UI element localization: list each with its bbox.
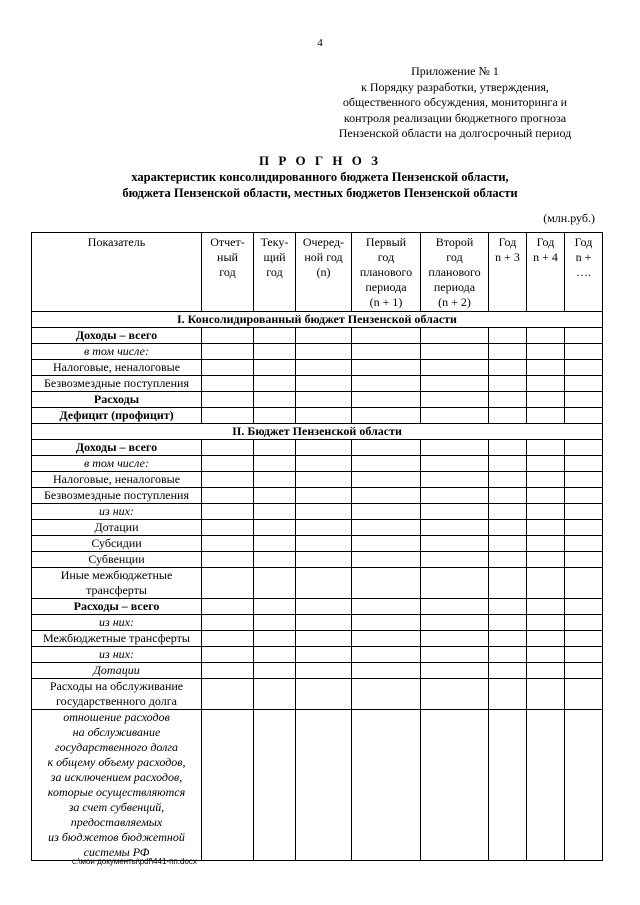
value-cell[interactable] — [421, 710, 489, 861]
table-row — [32, 710, 603, 861]
appendix-line: Пензенской области на долгосрочный период — [338, 126, 572, 140]
row-label: Доходы – всего — [32, 328, 202, 344]
value-cell[interactable] — [421, 615, 489, 631]
value-cell[interactable] — [202, 520, 254, 536]
table-row — [32, 663, 603, 679]
value-cell[interactable] — [254, 408, 296, 424]
row-label: Налоговые, неналоговые — [32, 472, 202, 488]
row-label: из них: — [32, 647, 202, 663]
page-number: 4 — [317, 37, 323, 49]
value-cell[interactable] — [565, 376, 603, 392]
value-cell[interactable] — [527, 679, 565, 710]
value-cell[interactable] — [527, 663, 565, 679]
units-label: (млн.руб.) — [543, 211, 595, 225]
value-cell[interactable] — [421, 408, 489, 424]
section-title: I. Консолидированный бюджет Пензенской области — [32, 312, 603, 328]
value-cell[interactable] — [527, 360, 565, 376]
value-cell[interactable] — [527, 344, 565, 360]
value-cell[interactable] — [565, 520, 603, 536]
value-cell[interactable] — [296, 520, 352, 536]
value-cell[interactable] — [565, 552, 603, 568]
value-cell[interactable] — [254, 599, 296, 615]
value-cell[interactable] — [352, 536, 421, 552]
table-row — [32, 615, 603, 631]
value-cell[interactable] — [202, 631, 254, 647]
value-cell[interactable] — [489, 328, 527, 344]
value-cell[interactable] — [421, 360, 489, 376]
value-cell[interactable] — [527, 440, 565, 456]
value-cell[interactable] — [352, 568, 421, 599]
row-label: Межбюджетные трансферты — [32, 631, 202, 647]
value-cell[interactable] — [202, 710, 254, 861]
value-cell[interactable] — [421, 536, 489, 552]
value-cell[interactable] — [352, 408, 421, 424]
value-cell[interactable] — [296, 552, 352, 568]
table-row — [32, 520, 603, 536]
value-cell[interactable] — [296, 663, 352, 679]
row-label: в том числе: — [32, 456, 202, 472]
table-row — [32, 376, 603, 392]
appendix-line: общественного обсуждения, мониторинга и — [342, 95, 568, 109]
value-cell[interactable] — [489, 488, 527, 504]
value-cell[interactable] — [421, 631, 489, 647]
value-cell[interactable] — [421, 488, 489, 504]
value-cell[interactable] — [527, 520, 565, 536]
value-cell[interactable] — [527, 472, 565, 488]
value-cell[interactable] — [421, 663, 489, 679]
value-cell[interactable] — [202, 647, 254, 663]
appendix-line: контроля реализации бюджетного прогноза — [343, 110, 567, 125]
value-cell[interactable] — [352, 647, 421, 663]
value-cell[interactable] — [565, 663, 603, 679]
value-cell[interactable] — [489, 472, 527, 488]
row-label: Безвозмездные поступления — [32, 376, 202, 392]
row-label: из них: — [32, 504, 202, 520]
value-cell[interactable] — [565, 679, 603, 710]
value-cell[interactable] — [254, 536, 296, 552]
table-row — [32, 631, 603, 647]
forecast-table — [31, 232, 603, 861]
value-cell[interactable] — [254, 440, 296, 456]
row-label: Дотации — [32, 663, 202, 679]
value-cell[interactable] — [254, 328, 296, 344]
value-cell[interactable] — [352, 392, 421, 408]
column-header-period: Год n + 3 — [489, 233, 527, 312]
value-cell[interactable] — [565, 472, 603, 488]
value-cell[interactable] — [352, 504, 421, 520]
table-row — [32, 408, 603, 424]
value-cell[interactable] — [489, 344, 527, 360]
value-cell[interactable] — [254, 344, 296, 360]
row-label: отношение расходов на обслуживание государственного долга к общему объему расходов, за исключением расходов, которые осуществляются за счет субвенций, предоставляемых из бюджетов бюджетной системы РФ — [32, 710, 202, 861]
value-cell[interactable] — [565, 631, 603, 647]
value-cell[interactable] — [296, 456, 352, 472]
table-row — [32, 599, 603, 615]
value-cell[interactable] — [527, 647, 565, 663]
value-cell[interactable] — [202, 360, 254, 376]
value-cell[interactable] — [254, 679, 296, 710]
table-row — [32, 679, 603, 710]
value-cell[interactable] — [254, 376, 296, 392]
appendix-line: Приложение № 1 — [411, 64, 499, 78]
value-cell[interactable] — [565, 392, 603, 408]
value-cell[interactable] — [202, 552, 254, 568]
row-label: Безвозмездные поступления — [32, 488, 202, 504]
value-cell[interactable] — [565, 710, 603, 861]
value-cell[interactable] — [489, 392, 527, 408]
value-cell[interactable] — [527, 631, 565, 647]
value-cell[interactable] — [352, 552, 421, 568]
title-line: бюджета Пензенской области, местных бюджетов Пензенской области — [122, 186, 518, 200]
value-cell[interactable] — [565, 328, 603, 344]
appendix-note — [300, 64, 610, 142]
value-cell[interactable] — [254, 710, 296, 861]
value-cell[interactable] — [202, 392, 254, 408]
value-cell[interactable] — [565, 536, 603, 552]
value-cell[interactable] — [296, 615, 352, 631]
table-row — [32, 568, 603, 599]
value-cell[interactable] — [565, 456, 603, 472]
value-cell[interactable] — [421, 472, 489, 488]
value-cell[interactable] — [565, 360, 603, 376]
column-header-indicator: Показатель — [32, 233, 202, 312]
value-cell[interactable] — [489, 552, 527, 568]
value-cell[interactable] — [296, 360, 352, 376]
value-cell[interactable] — [352, 710, 421, 861]
value-cell[interactable] — [296, 631, 352, 647]
value-cell[interactable] — [202, 504, 254, 520]
value-cell[interactable] — [352, 488, 421, 504]
value-cell[interactable] — [527, 504, 565, 520]
value-cell[interactable] — [527, 710, 565, 861]
table-header-row — [32, 233, 603, 312]
row-label: Расходы — [32, 392, 202, 408]
value-cell[interactable] — [296, 392, 352, 408]
value-cell[interactable] — [489, 710, 527, 861]
value-cell[interactable] — [489, 440, 527, 456]
value-cell[interactable] — [254, 360, 296, 376]
value-cell[interactable] — [254, 392, 296, 408]
value-cell[interactable] — [565, 647, 603, 663]
value-cell[interactable] — [202, 344, 254, 360]
value-cell[interactable] — [421, 520, 489, 536]
section-title: II. Бюджет Пензенской области — [32, 424, 603, 440]
value-cell[interactable] — [352, 360, 421, 376]
value-cell[interactable] — [352, 456, 421, 472]
value-cell[interactable] — [489, 536, 527, 552]
table-row — [32, 488, 603, 504]
value-cell[interactable] — [527, 568, 565, 599]
value-cell[interactable] — [421, 568, 489, 599]
value-cell[interactable] — [527, 376, 565, 392]
value-cell[interactable] — [352, 599, 421, 615]
value-cell[interactable] — [565, 488, 603, 504]
value-cell[interactable] — [352, 472, 421, 488]
value-cell[interactable] — [527, 408, 565, 424]
value-cell[interactable] — [421, 552, 489, 568]
value-cell[interactable] — [254, 504, 296, 520]
value-cell[interactable] — [254, 456, 296, 472]
appendix-line: к Порядку разработки, утверждения, — [361, 79, 549, 94]
value-cell[interactable] — [565, 408, 603, 424]
table-row — [32, 456, 603, 472]
value-cell[interactable] — [527, 488, 565, 504]
row-label: Иные межбюджетные трансферты — [32, 568, 202, 599]
value-cell[interactable] — [202, 408, 254, 424]
value-cell[interactable] — [421, 328, 489, 344]
value-cell[interactable] — [527, 599, 565, 615]
column-header-period: Год n + 4 — [527, 233, 565, 312]
row-label: Дотации — [32, 520, 202, 536]
value-cell[interactable] — [421, 599, 489, 615]
value-cell[interactable] — [489, 520, 527, 536]
value-cell[interactable] — [296, 488, 352, 504]
value-cell[interactable] — [296, 408, 352, 424]
value-cell[interactable] — [421, 504, 489, 520]
value-cell[interactable] — [254, 488, 296, 504]
value-cell[interactable] — [254, 647, 296, 663]
value-cell[interactable] — [421, 647, 489, 663]
value-cell[interactable] — [489, 360, 527, 376]
value-cell[interactable] — [296, 536, 352, 552]
row-label: Дефицит (профицит) — [32, 408, 202, 424]
table-row — [32, 360, 603, 376]
value-cell[interactable] — [202, 376, 254, 392]
value-cell[interactable] — [527, 456, 565, 472]
value-cell[interactable] — [202, 568, 254, 599]
table-row — [32, 392, 603, 408]
value-cell[interactable] — [489, 568, 527, 599]
value-cell[interactable] — [254, 472, 296, 488]
value-cell[interactable] — [202, 679, 254, 710]
value-cell[interactable] — [296, 710, 352, 861]
value-cell[interactable] — [254, 663, 296, 679]
value-cell[interactable] — [489, 456, 527, 472]
value-cell[interactable] — [421, 392, 489, 408]
value-cell[interactable] — [489, 663, 527, 679]
value-cell[interactable] — [202, 456, 254, 472]
value-cell[interactable] — [489, 504, 527, 520]
value-cell[interactable] — [565, 599, 603, 615]
value-cell[interactable] — [352, 328, 421, 344]
value-cell[interactable] — [489, 679, 527, 710]
value-cell[interactable] — [296, 568, 352, 599]
value-cell[interactable] — [296, 679, 352, 710]
column-header-period: Теку- щий год — [254, 233, 296, 312]
value-cell[interactable] — [296, 328, 352, 344]
value-cell[interactable] — [565, 344, 603, 360]
value-cell[interactable] — [202, 663, 254, 679]
value-cell[interactable] — [296, 376, 352, 392]
value-cell[interactable] — [421, 344, 489, 360]
value-cell[interactable] — [296, 344, 352, 360]
value-cell[interactable] — [296, 599, 352, 615]
table-row — [32, 328, 603, 344]
column-header-period: Очеред- ной год (n) — [296, 233, 352, 312]
title-word: П Р О Г Н О З — [258, 153, 382, 168]
table-row — [32, 552, 603, 568]
column-header-period: Год n + …. — [565, 233, 603, 312]
column-header-period: Второй год планового периода (n + 2) — [421, 233, 489, 312]
value-cell[interactable] — [352, 663, 421, 679]
value-cell[interactable] — [352, 376, 421, 392]
value-cell[interactable] — [489, 631, 527, 647]
value-cell[interactable] — [352, 440, 421, 456]
section-row — [32, 424, 603, 440]
row-label: Субвенции — [32, 552, 202, 568]
table-row — [32, 504, 603, 520]
value-cell[interactable] — [352, 679, 421, 710]
row-label: из них: — [32, 615, 202, 631]
value-cell[interactable] — [489, 647, 527, 663]
row-label: Налоговые, неналоговые — [32, 360, 202, 376]
value-cell[interactable] — [489, 376, 527, 392]
value-cell[interactable] — [489, 408, 527, 424]
value-cell[interactable] — [421, 456, 489, 472]
value-cell[interactable] — [202, 615, 254, 631]
value-cell[interactable] — [202, 328, 254, 344]
value-cell[interactable] — [202, 472, 254, 488]
column-header-period: Отчет- ный год — [202, 233, 254, 312]
table-row — [32, 472, 603, 488]
table-row — [32, 647, 603, 663]
value-cell[interactable] — [565, 440, 603, 456]
document-title — [40, 152, 600, 201]
value-cell[interactable] — [254, 631, 296, 647]
value-cell[interactable] — [254, 568, 296, 599]
value-cell[interactable] — [352, 344, 421, 360]
value-cell[interactable] — [527, 615, 565, 631]
value-cell[interactable] — [565, 615, 603, 631]
value-cell[interactable] — [254, 520, 296, 536]
value-cell[interactable] — [352, 520, 421, 536]
value-cell[interactable] — [565, 568, 603, 599]
value-cell[interactable] — [202, 440, 254, 456]
row-label: Расходы на обслуживание государственного долга — [32, 679, 202, 710]
value-cell[interactable] — [254, 615, 296, 631]
value-cell[interactable] — [421, 679, 489, 710]
value-cell[interactable] — [352, 631, 421, 647]
table-row — [32, 440, 603, 456]
value-cell[interactable] — [527, 328, 565, 344]
value-cell[interactable] — [296, 440, 352, 456]
value-cell[interactable] — [202, 536, 254, 552]
value-cell[interactable] — [296, 472, 352, 488]
value-cell[interactable] — [527, 392, 565, 408]
value-cell[interactable] — [352, 615, 421, 631]
value-cell[interactable] — [296, 647, 352, 663]
file-path-footer: c:\мои документы\pdf\441-пп.docx — [72, 857, 197, 866]
value-cell[interactable] — [489, 599, 527, 615]
value-cell[interactable] — [527, 552, 565, 568]
column-header-period: Первый год планового периода (n + 1) — [352, 233, 421, 312]
row-label: в том числе: — [32, 344, 202, 360]
row-label: Доходы – всего — [32, 440, 202, 456]
value-cell[interactable] — [489, 615, 527, 631]
value-cell[interactable] — [527, 536, 565, 552]
row-label: Расходы – всего — [32, 599, 202, 615]
section-row — [32, 312, 603, 328]
value-cell[interactable] — [296, 504, 352, 520]
title-line: характеристик консолидированного бюджета Пензенской области, — [131, 170, 509, 184]
value-cell[interactable] — [202, 488, 254, 504]
value-cell[interactable] — [202, 599, 254, 615]
value-cell[interactable] — [421, 440, 489, 456]
value-cell[interactable] — [254, 552, 296, 568]
value-cell[interactable] — [565, 504, 603, 520]
table-row — [32, 536, 603, 552]
table-row — [32, 344, 603, 360]
row-label: Субсидии — [32, 536, 202, 552]
value-cell[interactable] — [421, 376, 489, 392]
